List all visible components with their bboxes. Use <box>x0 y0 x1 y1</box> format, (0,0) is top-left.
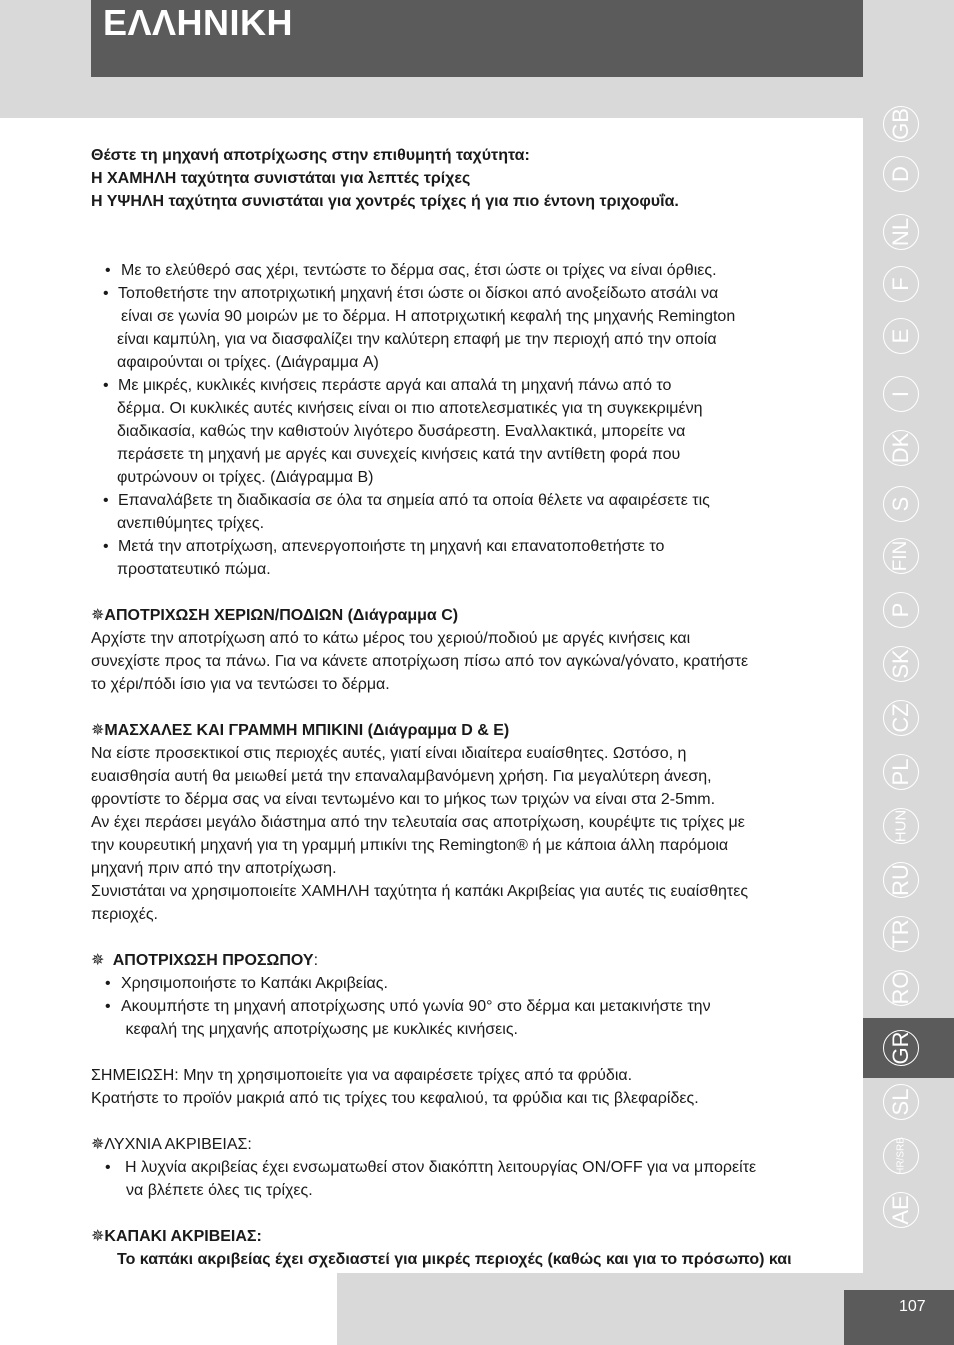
lang-tab-i[interactable] <box>883 376 919 412</box>
header-bar <box>91 0 863 77</box>
lang-tab-hun[interactable] <box>883 808 919 844</box>
lang-label: SK <box>888 649 913 679</box>
list-item: • Τοποθετήστε την αποτριχωτική μηχανή έτσι ώστε οι δίσκοι από ανοξείδωτο ατσάλι να <box>91 282 863 305</box>
list-item-cont: προστατευτικό πώμα. <box>117 561 271 578</box>
list-item-cont: δέρμα. Οι κυκλικές αυτές κινήσεις είναι οι πιο αποτελεσματικές για τη συγκεκριμένη <box>117 400 703 417</box>
paragraph-line: ευαισθησία αυτή θα μειωθεί μετά την επαναλαμβανόμενη χρήση. Για μεγαλύτερη άνεση, <box>91 768 712 785</box>
list-item-cont: κεφαλή της μηχανής αποτρίχωσης με κυκλικές κινήσεις. <box>121 1021 518 1038</box>
page-title: ΕΛΛΗΝΙΚΗ <box>103 2 294 43</box>
lang-tab-gr-active[interactable] <box>883 1030 919 1066</box>
list-item: • Ακουμπήστε τη μηχανή αποτρίχωσης υπό γωνία 90° στο δέρμα και μετακινήστε την <box>91 995 863 1018</box>
lang-label: RU <box>888 864 913 896</box>
lang-tab-d[interactable] <box>883 156 919 192</box>
lang-tab-gb[interactable] <box>883 106 919 142</box>
list-item-cont: περάσετε τη μηχανή με αργές και συνεχείς κινήσεις κατά την αντίθετη φορά που <box>117 446 681 463</box>
paragraph-line: Το καπάκι ακριβείας έχει σχεδιαστεί για μικρές περιοχές (καθώς και για το πρόσωπο) και <box>117 1251 792 1268</box>
lang-label: SL <box>888 1088 913 1116</box>
lang-tab-sl[interactable] <box>883 1084 919 1120</box>
lang-label: HR/SRB <box>895 1137 907 1175</box>
lang-tab-s[interactable] <box>883 486 919 522</box>
lang-tab-fin[interactable] <box>883 538 919 574</box>
bottom-white-strip <box>0 1273 337 1345</box>
lang-tab-e[interactable] <box>883 318 919 354</box>
list-item-cont: να βλέπετε όλες τις τρίχες. <box>126 1182 313 1199</box>
section-heading-cap: ✵ΚΑΠΑΚΙ ΑΚΡΙΒΕΙΑΣ: <box>91 1228 262 1245</box>
face-heading-colon: : <box>313 952 319 969</box>
lang-tab-cz[interactable] <box>883 700 919 736</box>
paragraph-line: συνεχίστε προς τα πάνω. Για να κάνετε αποτρίχωση πίσω από τον αγκώνα/γόνατο, κρατήστε <box>91 653 749 670</box>
main-text <box>91 144 863 1271</box>
lang-label: RO <box>888 971 913 1005</box>
lang-tab-nl[interactable] <box>883 214 919 250</box>
lang-tab-p[interactable] <box>883 592 919 628</box>
list-item-cont: είναι καμπύλη, για να διασφαλίζει την καλύτερη επαφή με την περιοχή από την οποία <box>117 331 717 348</box>
lang-label: PL <box>888 758 913 786</box>
lang-tab-sk[interactable] <box>883 646 919 682</box>
lang-tab-f[interactable] <box>883 266 919 302</box>
intro-line: Η ΧΑΜΗΛΗ ταχύτητα συνιστάται για λεπτές τρίχες <box>91 170 471 187</box>
paragraph-line: το χέρι/πόδι ίσιο για να τεντώσει το δέρμα. <box>91 676 390 693</box>
list-item: • Χρησιμοποιήστε το Καπάκι Ακριβείας. <box>91 972 863 995</box>
lang-tab-ru[interactable] <box>883 862 919 898</box>
page-number: 107 <box>899 1298 926 1315</box>
paragraph-line: Αρχίστε την αποτρίχωση από το κάτω μέρος του χεριού/ποδιού με αργές κινήσεις και <box>91 630 691 647</box>
lang-label: TR <box>888 919 913 949</box>
lang-label: AE <box>888 1195 913 1225</box>
list-item-cont: αφαιρούνται οι τρίχες. (Διάγραμμα A) <box>117 354 379 371</box>
list-item-cont: ανεπιθύμητες τρίχες. <box>117 515 265 532</box>
list-item: • Με μικρές, κυκλικές κινήσεις περάστε αργά και απαλά τη μηχανή πάνω από το <box>91 374 863 397</box>
lang-tab-hr-srb[interactable] <box>883 1138 919 1174</box>
page-number-box <box>844 1290 954 1345</box>
lang-label: F <box>888 277 913 291</box>
language-sidebar <box>863 90 954 1250</box>
lang-label: I <box>888 390 913 398</box>
list-item: • Μετά την αποτρίχωση, απενεργοποιήστε τη μηχανή και επανατοποθετήστε το <box>91 535 863 558</box>
note-line: Κρατήστε το προϊόν μακριά από τις τρίχες του κεφαλιού, τα φρύδια και τις βλεφαρίδες. <box>91 1090 699 1107</box>
list-item-cont: φυτρώνουν οι τρίχες. (Διάγραμμα B) <box>117 469 374 486</box>
lang-tab-pl[interactable] <box>883 754 919 790</box>
lang-tab-dk[interactable] <box>883 430 919 466</box>
lang-label: D <box>888 166 913 182</box>
list-item: • Με το ελεύθερό σας χέρι, τεντώστε το δέρμα σας, έτσι ώστε οι τρίχες να είναι όρθιες. <box>91 259 863 282</box>
section-heading-underarm-bikini: ✵ΜΑΣΧΑΛΕΣ ΚΑΙ ΓΡΑΜΜΗ ΜΠΙΚΙΝΙ (Διάγραμμα D & E) <box>91 722 510 739</box>
paragraph-line: μηχανή πριν από την αποτρίχωση. <box>91 860 337 877</box>
paragraph-line: Συνιστάται να χρησιμοποιείτε ΧΑΜΗΛΗ ταχύτητα ή καπάκι Ακριβείας για αυτές τις ευαίσθητες <box>91 883 749 900</box>
lang-label: P <box>888 602 913 618</box>
lang-label: FIN <box>890 540 911 572</box>
lang-label: GR <box>888 1031 913 1065</box>
paragraph-line: Αν έχει περάσει μεγάλο διάστημα από την τελευταία σας αποτρίχωση, κουρέψτε τις τρίχες με <box>91 814 745 831</box>
lang-label: CZ <box>888 703 913 733</box>
lang-label: S <box>888 496 913 512</box>
intro-line: Θέστε τη μηχανή αποτρίχωσης στην επιθυμητή ταχύτητα: <box>91 147 530 164</box>
section-heading-lamp: ✵ΛΥΧΝΙΑ ΑΚΡΙΒΕΙΑΣ: <box>91 1136 252 1153</box>
intro-line: Η ΥΨΗΛΗ ταχύτητα συνιστάται για χοντρές τρίχες ή για πιο έντονη τριχοφυΐα. <box>91 193 679 210</box>
lang-label: DK <box>888 432 913 464</box>
section-heading-arms-legs: ✵ΑΠΟΤΡΙΧΩΣΗ ΧΕΡΙΩΝ/ΠΟΔΙΩΝ (Διάγραμμα C) <box>91 607 459 624</box>
lang-label: HUN <box>892 809 910 843</box>
paragraph-line: την κουρευτική μηχανή για τη γραμμή μπικίνι της Remington® ή με κάποια άλλη παρόμοια <box>91 837 729 854</box>
lang-label: GB <box>888 108 913 140</box>
lang-tab-ae[interactable] <box>883 1192 919 1228</box>
lang-label: E <box>888 328 913 344</box>
list-item: • Η λυχνία ακριβείας έχει ενσωματωθεί στον διακόπτη λειτουργίας ON/OFF για να μπορείτε <box>91 1156 863 1179</box>
lang-tab-tr[interactable] <box>883 916 919 952</box>
lang-tab-ro[interactable] <box>883 970 919 1006</box>
section-heading-face <box>91 949 863 972</box>
note-line: ΣΗΜΕΙΩΣΗ: Μην τη χρησιμοποιείτε για να αφαιρέσετε τρίχες από τα φρύδια. <box>91 1067 633 1084</box>
lang-label: NL <box>888 217 913 247</box>
paragraph-line: φροντίστε το δέρμα σας να είναι τεντωμένο και το μήκος των τριχών να είναι στα 2-5mm. <box>91 791 716 808</box>
list-item-cont: είναι σε γωνία 90 μοιρών με το δέρμα. Η αποτριχωτική κεφαλή της μηχανής Remington <box>121 308 736 325</box>
paragraph-line: περιοχές. <box>91 906 158 923</box>
paragraph-line: Να είστε προσεκτικοί στις περιοχές αυτές, γιατί είναι ιδιαίτερα ευαίσθητες. Ωστόσο, η <box>91 745 687 762</box>
list-item-cont: διαδικασία, καθώς την καθιστούν λιγότερο δυσάρεστη. Εναλλακτικά, μπορείτε να <box>117 423 686 440</box>
face-heading-text: ✵ ΑΠΟΤΡΙΧΩΣΗ ΠΡΟΣΩΠΟΥ <box>91 952 314 969</box>
list-item: • Επαναλάβετε τη διαδικασία σε όλα τα σημεία από τα οποία θέλετε να αφαιρέσετε τις <box>91 489 863 512</box>
